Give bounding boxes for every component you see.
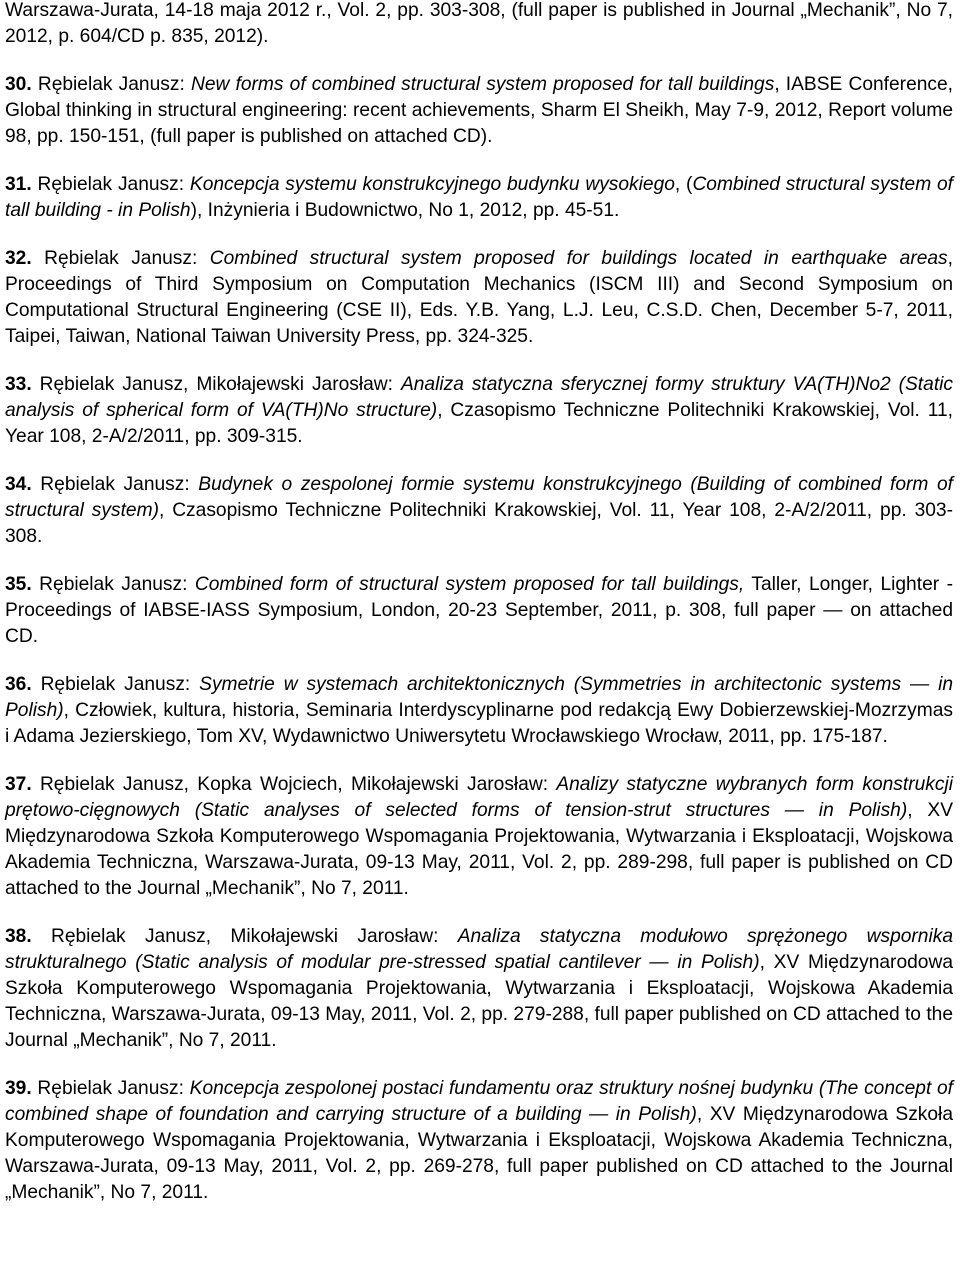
entry-source: , Czasopismo Techniczne Politechniki Krakowskiej, Vol. 11, Year 108, 2-A/2/2011, pp. 309-315. bbox=[5, 400, 953, 447]
publication-entry-35 bbox=[5, 572, 953, 650]
entry-authors: Rębielak Janusz: bbox=[31, 174, 190, 195]
entry-number: 38. bbox=[5, 926, 32, 947]
publication-entry-37 bbox=[5, 772, 953, 902]
entry-number: 36. bbox=[5, 674, 32, 695]
entry-title: Koncepcja zespolonej postaci fundamentu oraz struktury nośnej budynku (The concept of combined shape of foundation and carrying structure of a building — in Polish) bbox=[5, 1078, 953, 1125]
entry-source: , XV Międzynarodowa Szkoła Komputerowego Wspomagania Projektowania, Wytwarzania i Eksploatacji, Wojskowa Akademia Techniczna, Warszawa-Jurata, 09-13 May, 2011, Vol. 2, pp. 279-288, full paper published on CD attached to the Journal „Mechanik”, No 7, 2011. bbox=[5, 952, 953, 1051]
entry-authors: Rębielak Janusz, Kopka Wojciech, Mikołajewski Jarosław: bbox=[31, 774, 557, 795]
entry-title: Analiza statyczna modułowo sprężonego wspornika strukturalnego (Static analysis of modular pre-stressed spatial cantilever — in Polish) bbox=[5, 926, 953, 973]
entry-authors: Rębielak Janusz: bbox=[31, 74, 191, 95]
entry-title: Combined form of structural system proposed for tall buildings, bbox=[194, 574, 745, 595]
publication-list bbox=[5, 0, 953, 1228]
entry-title: Koncepcja systemu konstrukcyjnego budynku wysokiego bbox=[189, 174, 675, 195]
publication-entry-32 bbox=[5, 246, 953, 350]
entry-title: Analizy statyczne wybranych form konstrukcji prętowo-cięgnowych (Static analyses of selected forms of tension-strut structures — in Polish) bbox=[5, 774, 953, 821]
entry-authors: Rębielak Janusz, Mikołajewski Jarosław: bbox=[31, 374, 401, 395]
entry-title: Symetrie w systemach architektonicznych (Symmetries in architectonic systems — in Polish) bbox=[5, 674, 954, 721]
entry-title: Combined structural system proposed for buildings located in earthquake areas bbox=[209, 248, 948, 269]
entry-number: 32. bbox=[5, 248, 32, 269]
entry-source: , Proceedings of Third Symposium on Computation Mechanics (ISCM III) and Second Symposium on Computational Structural Engineering (CSE II), Eds. Y.B. Yang, L.J. Leu, C.S.D. Chen, December 5-7, 2011, Taipei, Taiwan, National Taiwan University Press, pp. 324-325. bbox=[5, 248, 953, 347]
entry-title: Analiza statyczna sferycznej formy struktury VA(TH)No2 (Static analysis of spherical form of VA(TH)No structure) bbox=[5, 374, 954, 421]
entry-source: , XV Międzynarodowa Szkoła Komputerowego Wspomagania Projektowania, Wytwarzania i Eksploatacji, Wojskowa Akademia Techniczna, Warszawa-Jurata, 09-13 May, 2011, Vol. 2, pp. 289-298, full paper is published on CD attached to the Journal „Mechanik”, No 7, 2011. bbox=[5, 800, 953, 899]
entry-text: Warszawa-Jurata, 14-18 maja 2012 r., Vol. 2, pp. 303-308, (full paper is published in Journal „Mechanik”, No 7, 2012, p. 604/CD p. 835, 2012). bbox=[5, 0, 953, 47]
entry-source: , Czasopismo Techniczne Politechniki Krakowskiej, Vol. 11, Year 108, 2-A/2/2011, pp. 303-308. bbox=[5, 500, 953, 547]
entry-authors: Rębielak Janusz: bbox=[31, 674, 200, 695]
publication-entry-34 bbox=[5, 472, 953, 550]
publication-entry-33 bbox=[5, 372, 953, 450]
entry-number: 30. bbox=[5, 74, 32, 95]
publication-entry-30 bbox=[5, 72, 953, 150]
entry-source: Taller, Longer, Lighter - Proceedings of IABSE-IASS Symposium, London, 20-23 September, 2011, p. 308, full paper — on attached CD. bbox=[5, 574, 953, 647]
entry-source: , Człowiek, kultura, historia, Seminaria Interdyscyplinarne pod redakcją Ewy Dobierzewskiej-Mozrzymas i Adama Jezierskiego, Tom XV, Wydawnictwo Uniwersytetu Wrocławskiego Wrocław, 2011, pp. 175-187. bbox=[5, 700, 953, 747]
entry-source: ), Inżynieria i Budownictwo, No 1, 2012, pp. 45-51. bbox=[190, 200, 620, 221]
entry-authors: Rębielak Janusz: bbox=[31, 574, 195, 595]
publication-entry-38 bbox=[5, 924, 953, 1054]
entry-number: 34. bbox=[5, 474, 32, 495]
entry-authors: Rębielak Janusz: bbox=[31, 474, 199, 495]
entry-number: 31. bbox=[5, 174, 32, 195]
entry-title-translation: Combined structural system of tall building - in Polish bbox=[5, 174, 953, 221]
entry-authors: Rębielak Janusz, Mikołajewski Jarosław: bbox=[31, 926, 458, 947]
entry-number: 33. bbox=[5, 374, 32, 395]
publication-entry-continuation bbox=[5, 0, 953, 50]
entry-authors: Rębielak Janusz: bbox=[31, 248, 210, 269]
publication-entry-39 bbox=[5, 1076, 953, 1206]
entry-source: , IABSE Conference, Global thinking in structural engineering: recent achievements, Sharm El Sheikh, May 7-9, 2012, Report volume 98, pp. 150-151, (full paper is published on attached CD). bbox=[5, 74, 954, 147]
entry-authors: Rębielak Janusz: bbox=[31, 1078, 190, 1099]
publication-entry-36 bbox=[5, 672, 953, 750]
entry-number: 37. bbox=[5, 774, 32, 795]
entry-number: 39. bbox=[5, 1078, 32, 1099]
publication-entry-31 bbox=[5, 172, 953, 224]
entry-title: New forms of combined structural system proposed for tall buildings bbox=[190, 74, 775, 95]
entry-source: , XV Międzynarodowa Szkoła Komputerowego Wspomagania Projektowania, Wytwarzania i Eksploatacji, Wojskowa Akademia Techniczna, Warszawa-Jurata, 09-13 May, 2011, Vol. 2, pp. 269-278, full paper published on CD attached to the Journal „Mechanik”, No 7, 2011. bbox=[5, 1104, 953, 1203]
entry-title: Budynek o zespolonej formie systemu konstrukcyjnego (Building of combined form of structural system) bbox=[5, 474, 953, 521]
entry-separator: , ( bbox=[674, 174, 693, 195]
entry-number: 35. bbox=[5, 574, 32, 595]
